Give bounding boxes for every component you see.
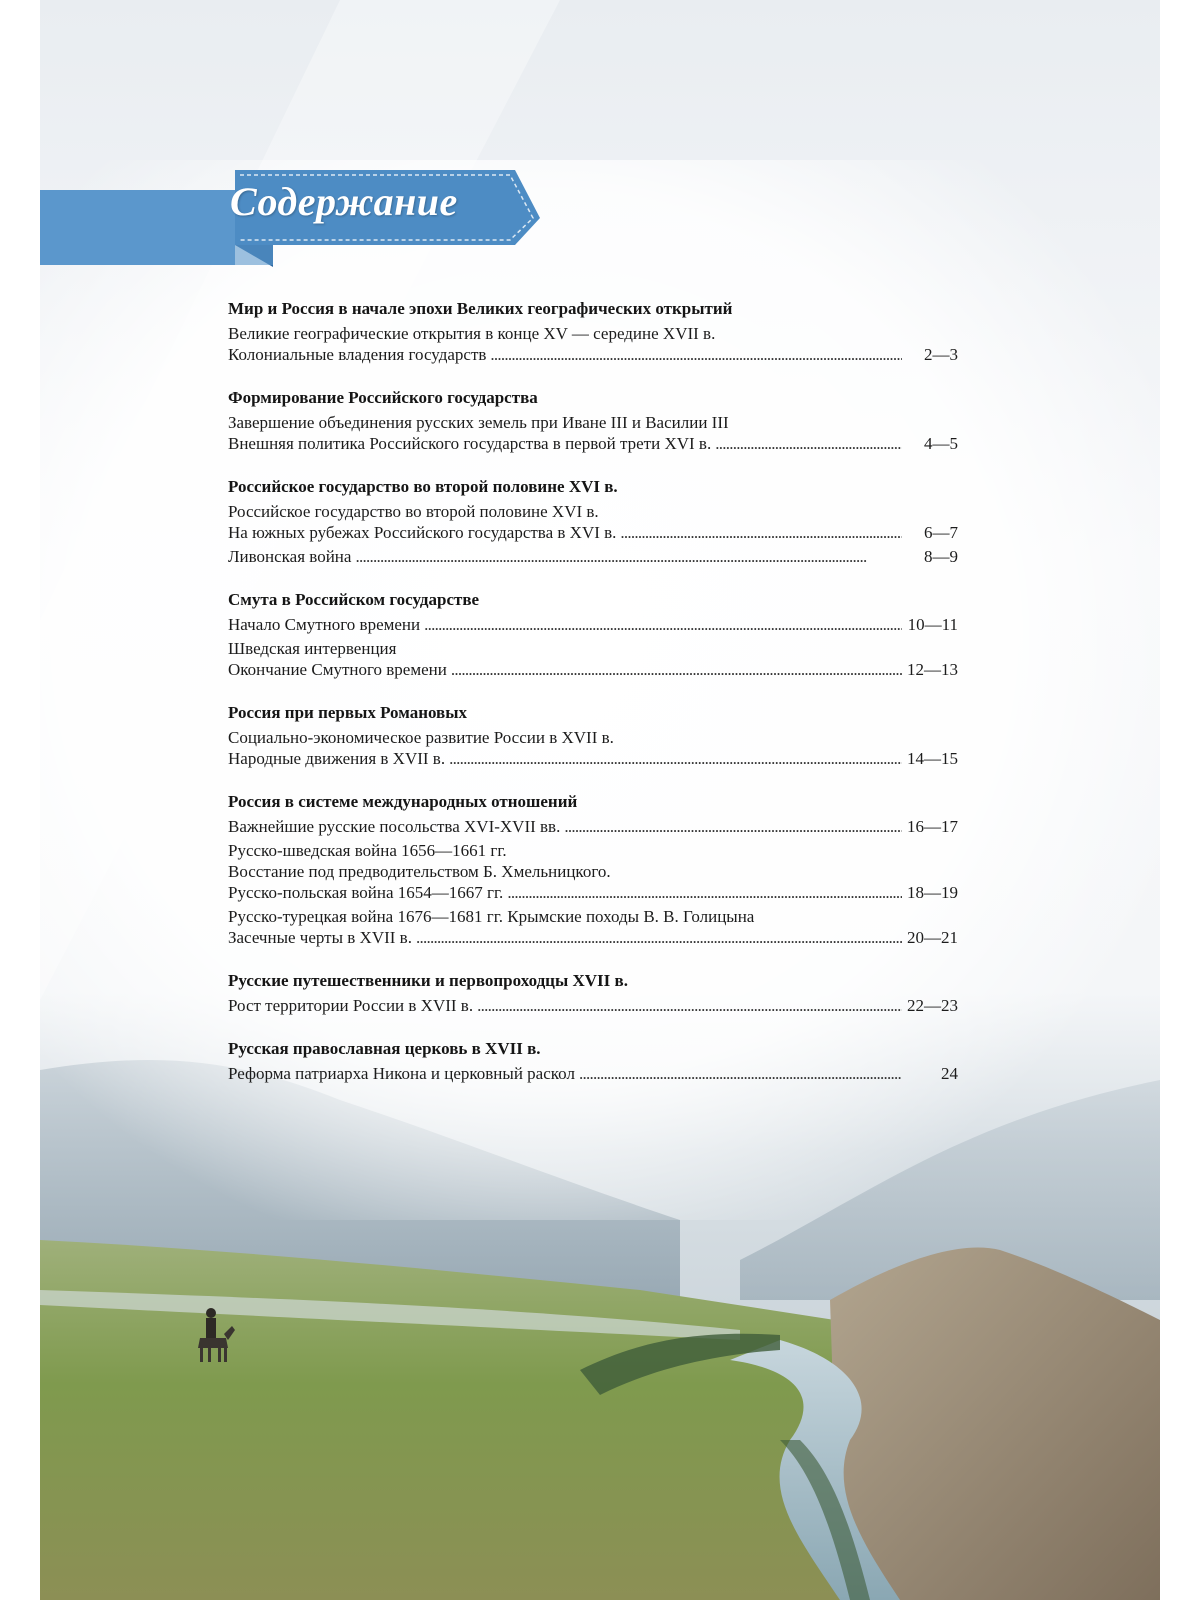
toc-entry-row <box>228 433 958 454</box>
toc-page-number: 18—19 <box>907 883 958 902</box>
toc-entry-row <box>228 659 958 680</box>
toc-entry-line: Колониальные владения государств <box>228 345 487 364</box>
toc-section <box>228 476 958 567</box>
toc-entry[interactable] <box>228 412 958 454</box>
dot-leader <box>416 927 902 948</box>
dot-leader <box>564 816 902 837</box>
toc-page-number: 4—5 <box>924 434 958 453</box>
toc-page-number: 10—11 <box>907 615 958 634</box>
toc-entry-line: Окончание Смутного времени <box>228 660 447 679</box>
page-title: Содержание <box>230 179 458 224</box>
toc-section-title: Формирование Российского государства <box>228 388 538 407</box>
toc-entry[interactable] <box>228 816 958 837</box>
toc-page-number: 20—21 <box>907 928 958 947</box>
toc-entry-line: Засечные черты в XVII в. <box>228 928 412 947</box>
toc-entry[interactable] <box>228 614 958 635</box>
dot-leader <box>620 522 902 543</box>
toc-page-number: 12—13 <box>907 660 958 679</box>
toc-entry[interactable] <box>228 323 958 365</box>
toc-entry-line: Внешняя политика Российского государства в первой трети XVI в. <box>228 434 712 453</box>
toc-section-title: Мир и Россия в начале эпохи Великих географических открытий <box>228 299 733 318</box>
toc-entry[interactable] <box>228 995 958 1016</box>
toc-entry-row <box>228 816 958 837</box>
toc-section <box>228 387 958 454</box>
toc-entry-line: Русско-польская война 1654—1667 гг. <box>228 883 504 902</box>
toc-entry-line: Русско-шведская война 1656—1661 гг. <box>228 841 507 860</box>
toc-section <box>228 589 958 680</box>
dot-leader <box>579 1063 902 1084</box>
toc-section-title: Россия при первых Романовых <box>228 703 468 722</box>
toc-section-title: Русские путешественники и первопроходцы XVII в. <box>228 971 628 990</box>
toc-entry-row <box>228 927 958 948</box>
toc-page-number: 6—7 <box>924 523 958 542</box>
toc-page-number: 24 <box>941 1064 958 1083</box>
toc-entry-line: Великие географические открытия в конце XV — середине XVII в. <box>228 324 716 343</box>
toc-entry-row <box>228 995 958 1016</box>
toc-entry-row <box>228 522 958 543</box>
toc-section <box>228 1038 958 1084</box>
dot-leader <box>449 748 902 769</box>
toc-section-title: Русская православная церковь в XVII в. <box>228 1039 541 1058</box>
toc-page-number: 8—9 <box>924 547 958 566</box>
toc-section <box>228 702 958 769</box>
toc-section <box>228 970 958 1016</box>
toc-entry[interactable] <box>228 727 958 769</box>
toc-entry-row <box>228 882 958 903</box>
toc-entry-line: Социально-экономическое развитие России в XVII в. <box>228 728 614 747</box>
toc-entry-line: Начало Смутного времени <box>228 615 421 634</box>
dot-leader <box>424 614 902 635</box>
toc-entry-row <box>228 748 958 769</box>
toc-section-title: Смута в Российском государстве <box>228 590 480 609</box>
dot-leader <box>507 882 902 903</box>
toc-section <box>228 791 958 948</box>
toc-entry[interactable] <box>228 638 958 680</box>
toc-entry-line: Важнейшие русские посольства XVI-XVII вв. <box>228 817 561 836</box>
dot-leader <box>715 433 902 454</box>
toc-entry-line: Реформа патриарха Никона и церковный раскол <box>228 1064 575 1083</box>
toc-page-number: 16—17 <box>907 817 958 836</box>
toc-entry-line: Русско-турецкая война 1676—1681 гг. Крымские походы В. В. Голицына <box>228 907 755 926</box>
dot-leader <box>477 995 902 1016</box>
toc-entry[interactable] <box>228 840 958 903</box>
toc-page-number: 22—23 <box>907 996 958 1015</box>
toc-entry-row <box>228 344 958 365</box>
toc-entry-line: Восстание под предводительством Б. Хмельницкого. <box>228 862 611 881</box>
toc-entry-line: Российское государство во второй половине XVI в. <box>228 502 599 521</box>
toc-entry-row <box>228 1063 958 1084</box>
toc-section-title: Российское государство во второй половине XVI в. <box>228 477 618 496</box>
table-of-contents <box>228 298 958 1106</box>
toc-entry-line: Шведская интервенция <box>228 639 397 658</box>
toc-entry-line: На южных рубежах Российского государства в XVI в. <box>228 523 617 542</box>
toc-page-number: 2—3 <box>924 345 958 364</box>
toc-section-title: Россия в системе международных отношений <box>228 792 578 811</box>
toc-entry-row <box>228 614 958 635</box>
toc-entry[interactable] <box>228 501 958 543</box>
toc-entry-line: Ливонская война <box>228 547 352 566</box>
toc-entry-line: Завершение объединения русских земель при Иване III и Василии III <box>228 413 729 432</box>
dot-leader <box>355 546 902 567</box>
toc-entry-line: Народные движения в XVII в. <box>228 749 446 768</box>
toc-entry[interactable] <box>228 1063 958 1084</box>
toc-entry-row <box>228 546 958 567</box>
toc-entry[interactable] <box>228 546 958 567</box>
toc-entry-line: Рост территории России в XVII в. <box>228 996 474 1015</box>
toc-page-number: 14—15 <box>907 749 958 768</box>
toc-section <box>228 298 958 365</box>
dot-leader <box>490 344 902 365</box>
toc-entry[interactable] <box>228 906 958 948</box>
dot-leader <box>451 659 902 680</box>
